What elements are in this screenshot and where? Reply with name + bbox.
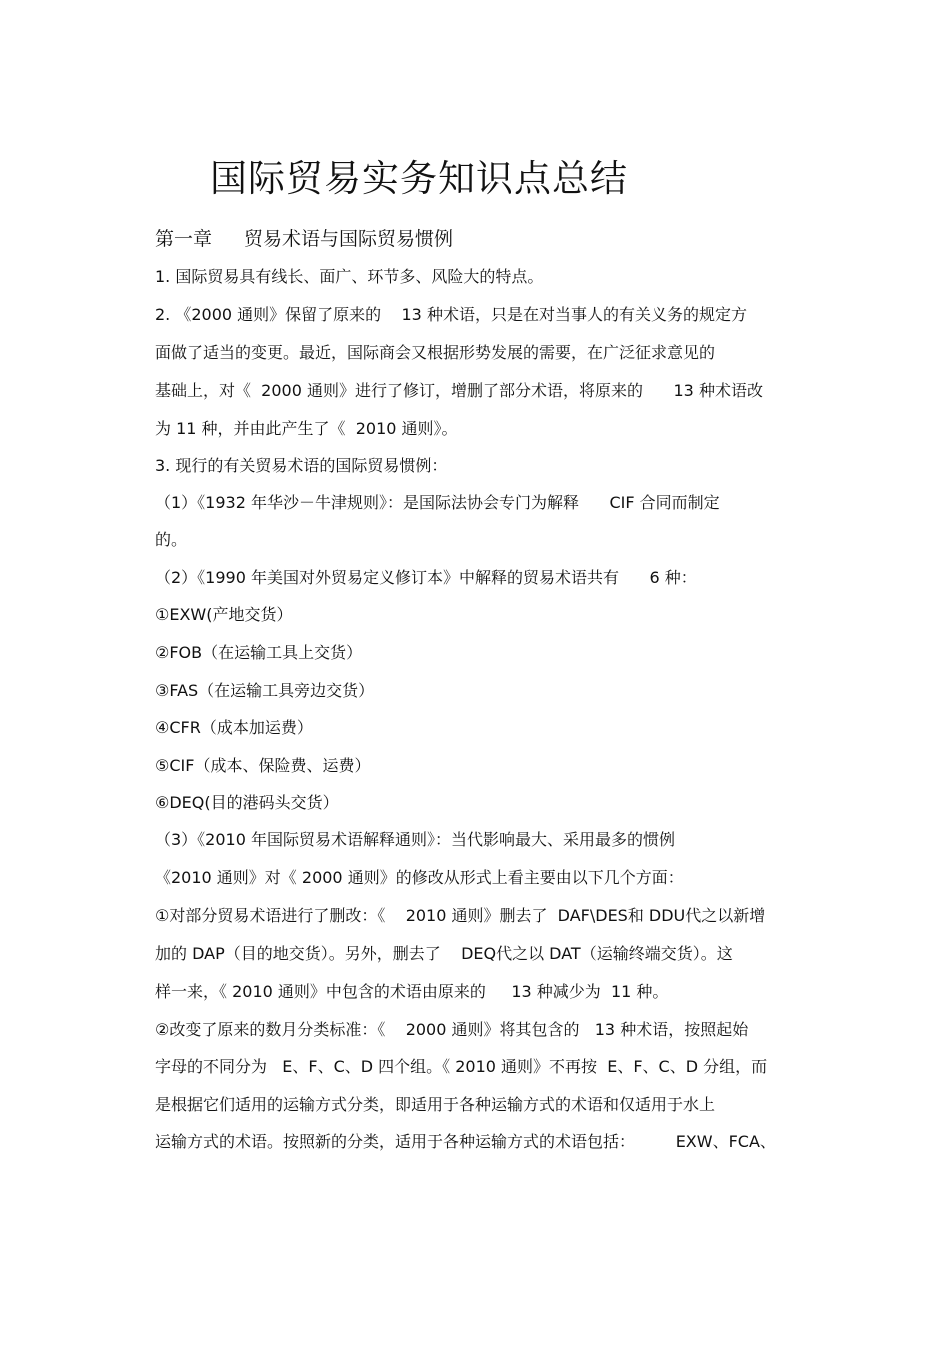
body-line: ③FAS（在运输工具旁边交货）	[155, 681, 375, 700]
body-line: ④CFR（成本加运费）	[155, 718, 313, 737]
body-line: 是根据它们适用的运输方式分类，即适用于各种运输方式的术语和仅适用于水上	[155, 1095, 716, 1114]
body-line: （3）《2010 年国际贸易术语解释通则》：当代影响最大、采用最多的惯例	[155, 830, 675, 849]
body-line: ⑥DEQ(目的港码头交货）	[155, 793, 339, 812]
body-line: （1）《1932 年华沙－牛津规则》：是国际法协会专门为解释 CIF 合同而制定	[155, 493, 720, 512]
chapter-heading	[155, 224, 453, 251]
chapter-number: 第一章	[155, 228, 213, 250]
body-line: 运输方式的术语。按照新的分类，适用于各种运输方式的术语包括： EXW、FCA、	[155, 1132, 776, 1151]
body-line: 样一来，《 2010 通则》中包含的术语由原来的 13 种减少为 11 种。	[155, 982, 669, 1001]
body-line: 2. 《2000 通则》保留了原来的 13 种术语，只是在对当事人的有关义务的规定方	[155, 305, 747, 324]
body-line: 1. 国际贸易具有线长、面广、环节多、风险大的特点。	[155, 267, 544, 286]
body-line: 为 11 种，并由此产生了《 2010 通则》。	[155, 419, 458, 438]
body-line: ①对部分贸易术语进行了删改：《 2010 通则》删去了 DAF\DES和 DDU代之以新增	[155, 906, 766, 925]
document-title: 国际贸易实务知识点总结	[210, 157, 628, 200]
body-line: 基础上，对《 2000 通则》进行了修订，增删了部分术语，将原来的 13 种术语改	[155, 381, 763, 400]
chapter-name: 贸易术语与国际贸易惯例	[244, 228, 454, 250]
body-line: ①EXW(产地交货）	[155, 605, 293, 624]
body-line: 加的 DAP（目的地交货）。另外，删去了 DEQ代之以 DAT（运输终端交货）。这	[155, 944, 733, 963]
body-line: 3. 现行的有关贸易术语的国际贸易惯例：	[155, 456, 448, 475]
body-line: （2）《1990 年美国对外贸易定义修订本》中解释的贸易术语共有 6 种：	[155, 568, 697, 587]
body-line: 的。	[155, 530, 188, 549]
body-line: ②FOB（在运输工具上交货）	[155, 643, 363, 662]
body-line: 字母的不同分为 E、F、C、D 四个组。《 2010 通则》不再按 E、F、C、D 分组，而	[155, 1057, 768, 1076]
body-line: ②改变了原来的数月分类标准：《 2000 通则》将其包含的 13 种术语，按照起始	[155, 1020, 749, 1039]
body-line: 面做了适当的变更。最近，国际商会又根据形势发展的需要，在广泛征求意见的	[155, 343, 716, 362]
body-line: ⑤CIF（成本、保险费、运费）	[155, 756, 371, 775]
body-line: 《2010 通则》对《 2000 通则》的修改从形式上看主要由以下几个方面：	[155, 868, 684, 887]
